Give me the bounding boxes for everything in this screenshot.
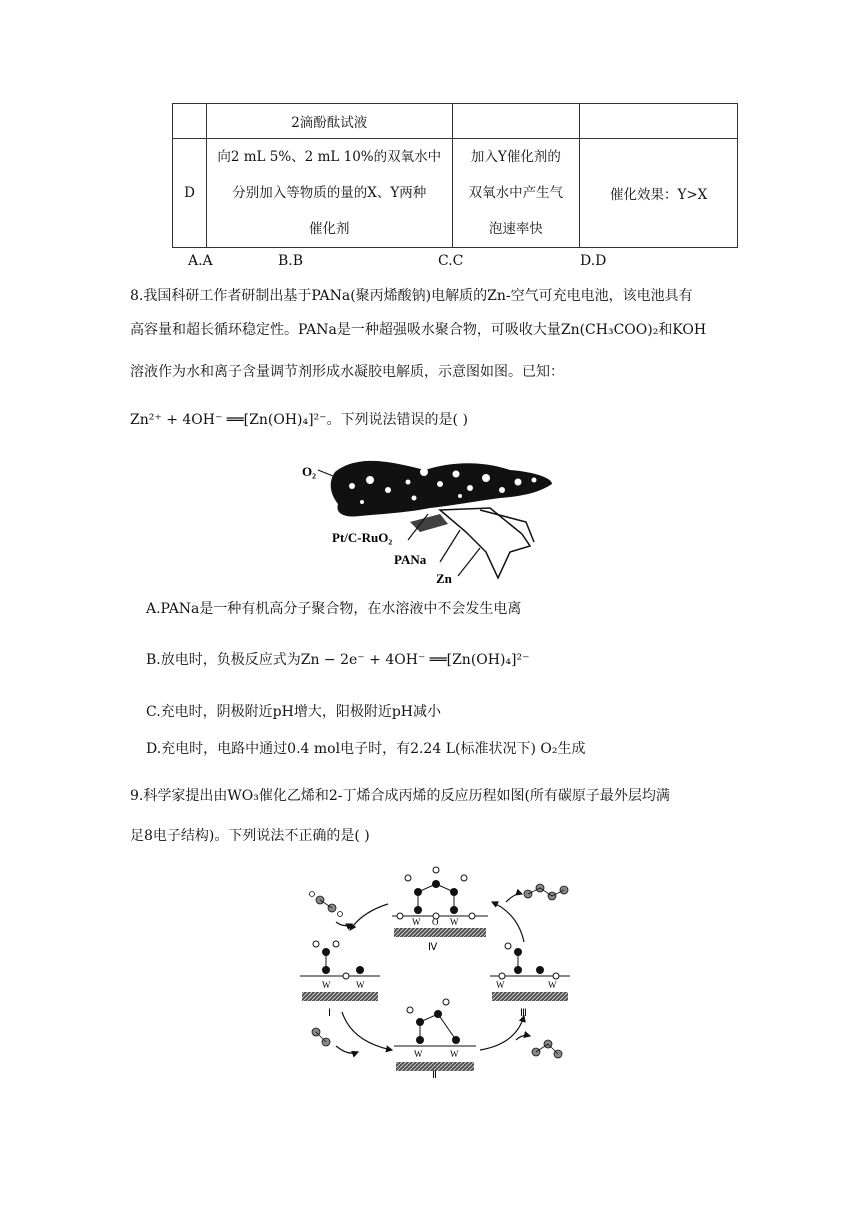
w-label: W (414, 1049, 423, 1059)
phenomenon-line: 泡速率快 (488, 221, 543, 237)
q8-option-d[interactable]: D.充电时，电路中通过0.4 mol电子时，有2.24 L(标准状况下) O₂生成 (146, 741, 586, 757)
reaction-cycle-diagram (296, 856, 586, 1081)
electrolyte-shape (331, 461, 552, 517)
q9-line: 足8电子结构)。下列说法不正确的是( ) (130, 828, 370, 844)
choice-c[interactable]: C.C (438, 253, 464, 269)
procedure-cell (206, 139, 452, 248)
q8-line: 8.我国科研工作者研制出基于PANa(聚丙烯酸钠)电解质的Zn-空气可充电电池，该电池具有 (130, 288, 693, 304)
label-o2: O₂ (302, 464, 317, 479)
w-label: W (450, 1049, 459, 1059)
table-row (173, 139, 738, 248)
table-cell (173, 104, 207, 139)
q8-line: 高容量和超长循环稳定性。PANa是一种超强吸水聚合物，可吸收大量Zn(CH₃COO)₂和KOH (130, 322, 707, 338)
stage-label-iv: Ⅳ (428, 942, 438, 953)
q8-option-a[interactable]: A.PANa是一种有机高分子聚合物，在水溶液中不会发生电离 (146, 601, 522, 617)
w-label: W (356, 980, 365, 990)
label-zn: Zn (436, 571, 452, 586)
w-label: W (450, 917, 459, 927)
q8-line: 溶液作为水和离子含量调节剂形成水凝胶电解质，示意图如图。已知： (130, 364, 564, 380)
stage-iii (490, 943, 570, 1019)
row-label: D (173, 139, 207, 248)
choice-b[interactable]: B.B (278, 253, 304, 269)
choice-d[interactable]: D.D (580, 253, 607, 269)
stage-label-i: Ⅰ (328, 1008, 331, 1019)
stage-label-ii: Ⅱ (432, 1070, 437, 1081)
q8-option-c[interactable]: C.充电时，阴极附近pH增大，阳极附近pH减小 (146, 704, 442, 720)
molecule-group (310, 884, 569, 1058)
conclusion-cell: 催化效果：Y>X (580, 139, 738, 248)
zinc-electrode (440, 508, 530, 578)
table-row (173, 104, 738, 139)
phenomenon-line: 加入Y催化剂的 (470, 149, 561, 165)
phenomenon-line: 双氧水中产生气 (468, 185, 564, 201)
o-label: O (432, 917, 439, 927)
w-label: W (496, 980, 505, 990)
q9-line: 9.科学家提出由WO₃催化乙烯和2-丁烯合成丙烯的反应历程如图(所有碳原子最外层均满 (130, 788, 670, 804)
experiment-table (172, 103, 738, 248)
label-pana: PANa (394, 552, 427, 567)
w-label: W (412, 917, 421, 927)
procedure-line: 向2 mL 5%、2 mL 10%的双氧水中 (217, 149, 442, 165)
w-label: W (322, 980, 331, 990)
w-label: W (548, 980, 557, 990)
stage-iv (392, 867, 488, 953)
label-catalyst: Pt/C-RuO₂ (332, 530, 393, 545)
q8-option-b[interactable]: B.放电时，负极反应式为Zn − 2e⁻ + 4OH⁻ ══[Zn(OH)₄]²⁻ (146, 652, 530, 668)
q8-line: Zn²⁺ + 4OH⁻ ══[Zn(OH)₄]²⁻。下列说法错误的是( ) (130, 412, 468, 428)
procedure-line: 催化剂 (308, 221, 350, 237)
stage-label-iii: Ⅲ (520, 1008, 527, 1019)
procedure-line: 分别加入等物质的量的X、Y两种 (232, 185, 427, 201)
table-cell (580, 104, 738, 139)
phenomenon-cell (452, 139, 580, 248)
table-cell: 2滴酚酞试液 (206, 104, 452, 139)
choice-a[interactable]: A.A (188, 253, 213, 269)
table-cell (452, 104, 580, 139)
stage-i (300, 941, 380, 1019)
battery-diagram (290, 452, 570, 590)
stage-ii (394, 999, 476, 1081)
